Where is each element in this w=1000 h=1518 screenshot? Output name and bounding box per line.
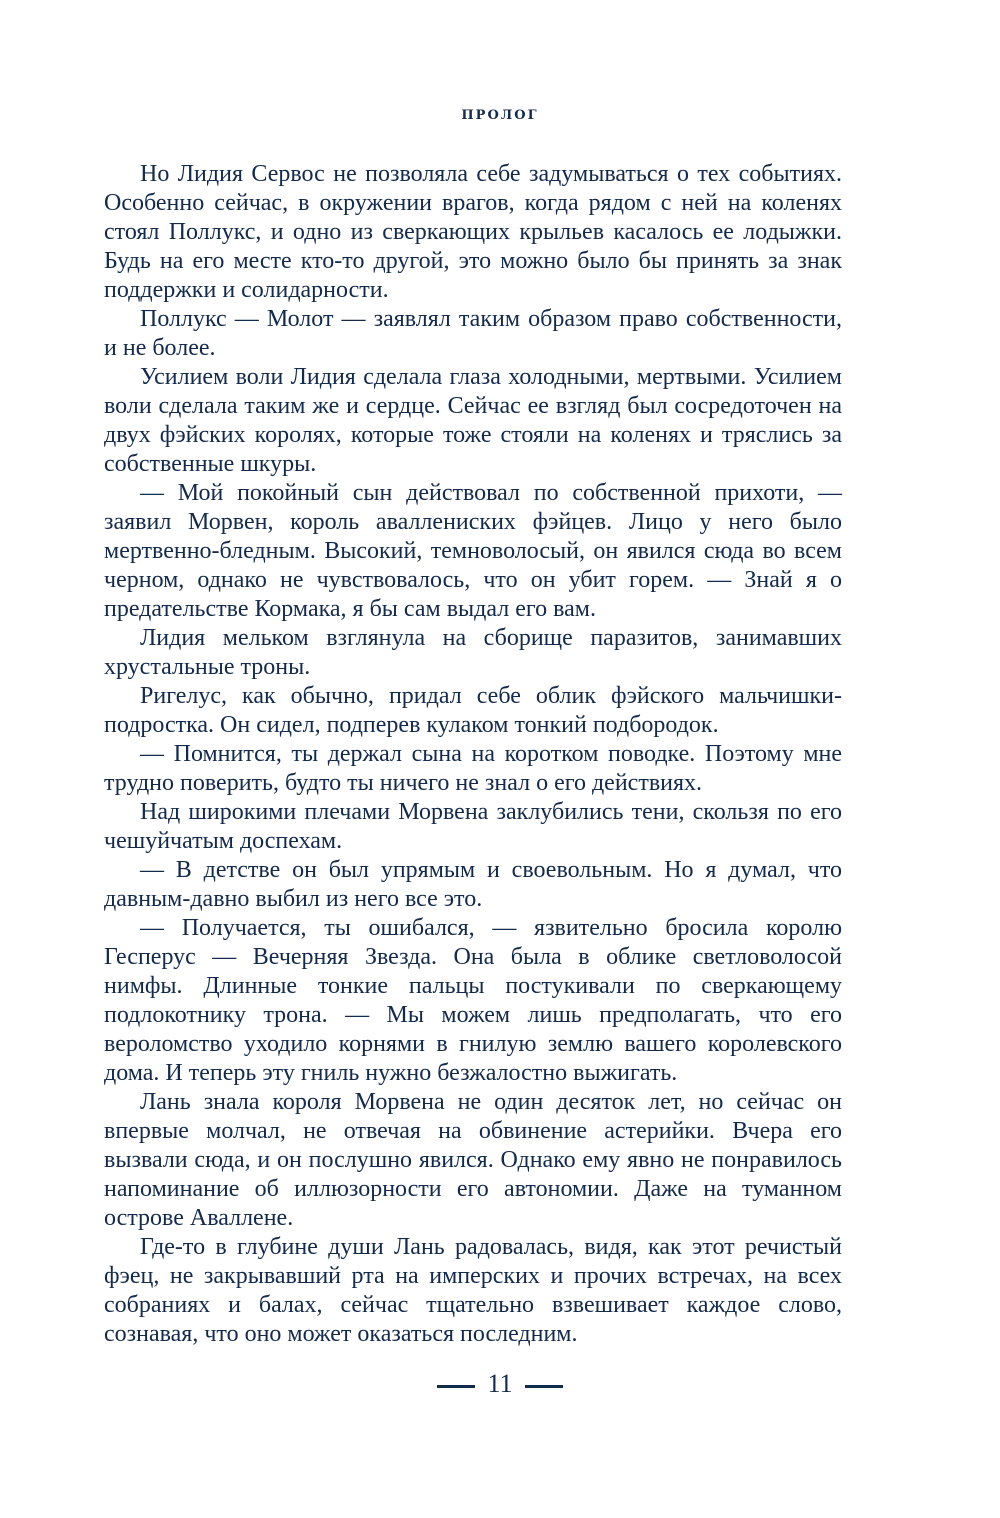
paragraph: Где-то в глубине души Лань радовалась, видя, как этот речистый фэец, не закрывавший рта на имперских и прочих встречах, на всех собраниях и балах, сейчас тщательно взвешивает каждое слово, сознавая, что оно может оказаться последним. (104, 1234, 842, 1347)
paragraph: — Помнится, ты держал сына на коротком поводке. Поэтому мне трудно поверить, будто ты ничего не знал о его действиях. (104, 741, 842, 796)
paragraph: Ригелус, как обычно, придал себе облик фэйского мальчишки-подростка. Он сидел, подперев кулаком тонкий подбородок. (104, 683, 842, 738)
paragraph: Лань знала короля Морвена не один десяток лет, но сейчас он впервые молчал, не отвечая на обвинение астерийки. Вчера его вызвали сюда, и он послушно явился. Однако ему явно не понравилось напоминание об иллюзорности его автономии. Даже на туманном острове Аваллене. (104, 1089, 842, 1231)
paragraph: — Получается, ты ошибался, — язвительно бросила королю Гесперус — Вечерняя Звезда. Она была в облике светловолосой нимфы. Длинные тонкие пальцы постукивали по сверкающему подлокотнику трона. — Мы можем лишь предполагать, что его вероломство уходило корнями в гнилую землю вашего королевского дома. И теперь эту гниль нужно безжалостно выжигать. (104, 915, 842, 1086)
page-number: 11 (487, 1369, 513, 1398)
body-text (104, 160, 842, 1349)
folio-rule-right (525, 1385, 563, 1388)
paragraph: Но Лидия Сервос не позволяла себе задумываться о тех событиях. Особенно сейчас, в окружении врагов, когда рядом с ней на коленях стоял Поллукс, и одно из сверкающих крыльев касалось ее лодыжки. Будь на его месте кто-то другой, это можно было бы принять за знак поддержки и солидарности. (104, 161, 842, 303)
paragraph: — Мой покойный сын действовал по собственной прихоти, — заявил Морвен, король аваллениских фэйцев. Лицо у него было мертвенно-бледным. Высокий, темноволосый, он явился сюда во всем черном, однако не чувствовалось, что он убит горем. — Знай я о предательстве Кормака, я бы сам выдал его вам. (104, 480, 842, 622)
running-head: пролог (461, 103, 539, 124)
paragraph: Усилием воли Лидия сделала глаза холодными, мертвыми. Усилием воли сделала таким же и сердце. Сейчас ее взгляд был сосредоточен на двух фэйских королях, которые тоже стояли на коленях и тряслись за собственные шкуры. (104, 364, 842, 477)
page-number-footer (0, 1368, 1000, 1400)
folio-rule-left (437, 1385, 475, 1388)
paragraph: — В детстве он был упрямым и своевольным. Но я думал, что давным-давно выбил из него все это. (104, 857, 842, 912)
paragraph: Поллукс — Молот — заявлял таким образом право собственности, и не более. (104, 306, 842, 361)
paragraph: Лидия мельком взглянула на сборище паразитов, занимавших хрустальные троны. (104, 625, 842, 680)
paragraph: Над широкими плечами Морвена заклубились тени, скользя по его чешуйчатым доспехам. (104, 799, 842, 854)
